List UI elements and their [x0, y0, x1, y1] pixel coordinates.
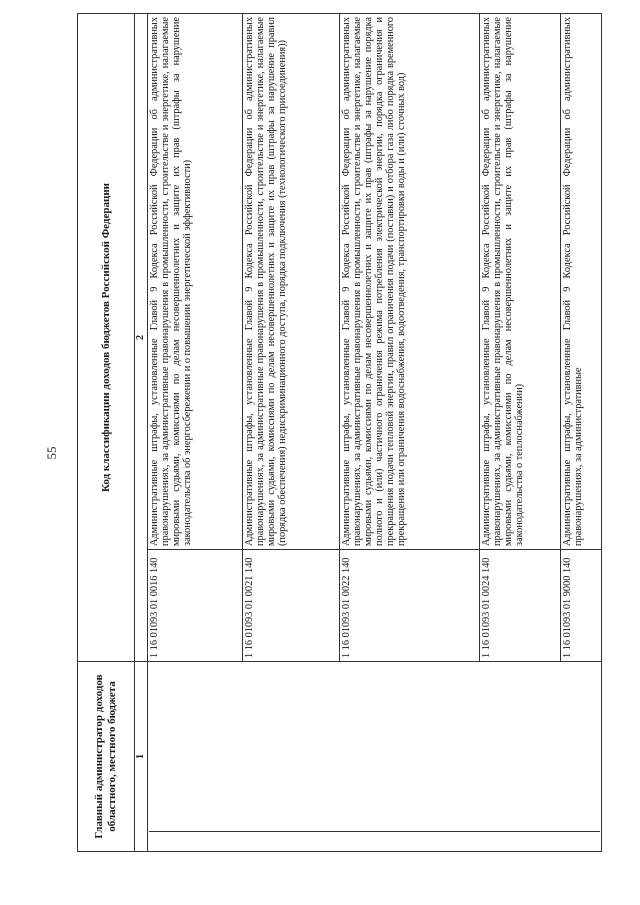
income-description: Административные штрафы, установленные Главой 9 Кодекса Российской Федерации об административных правонарушениях, за административные — [561, 14, 602, 550]
column-number-2: 2 — [135, 14, 148, 662]
column-number-row — [135, 14, 148, 852]
income-code: 1 16 01093 01 0021 140 — [243, 550, 340, 662]
income-classification-table — [77, 13, 602, 852]
admin-cell-empty — [148, 662, 602, 852]
income-description: Административные штрафы, установленные Главой 9 Кодекса Российской Федерации об административных правонарушениях, за административные правонарушения в промышленности, строительстве и энергетике, налагаемые мировыми судьями, комиссиями по делам несовершеннолетних и защите их прав (штрафы за нарушение правил (порядка обеспечения) недискриминационного доступа, порядка подключения (технологического присоединения)) — [243, 14, 340, 550]
rotated-table-container — [77, 14, 604, 852]
table-header-row — [78, 14, 135, 852]
income-code: 1 16 01093 01 0022 140 — [340, 550, 480, 662]
header-admin: Главный администратор доходов областного, местного бюджета — [78, 662, 135, 852]
page-number: 55 — [44, 446, 59, 460]
column-number-1: 1 — [135, 662, 148, 852]
income-description: Административные штрафы, установленные Главой 9 Кодекса Российской Федерации об административных правонарушениях, за административные правонарушения в промышленности, строительстве и энергетике, налагаемые мировыми судьями, комиссиями по делам несовершеннолетних и защите их прав (штрафы за нарушение законодательства о теплоснабжении) — [480, 14, 561, 550]
income-code: 1 16 01093 01 9000 140 — [561, 550, 602, 662]
income-description: Административные штрафы, установленные Главой 9 Кодекса Российской Федерации об административных правонарушениях, за административные правонарушения в промышленности, строительстве и энергетике, налагаемые мировыми судьями, комиссиями по делам несовершеннолетних и защите их прав (штрафы за нарушение порядка полного и (или) частичного ограничения режима потребления электрической энергии, порядка ограничения и прекращения подачи тепловой энергии, правил ограничения подачи (поставки) и отбора газа либо порядка временного прекращения или ограничения водоснабжения, водоотведения, транспортировки воды и (или) сточных вод) — [340, 14, 480, 550]
income-description: Административные штрафы, установленные Главой 9 Кодекса Российской Федерации об административных правонарушениях, за административные правонарушения в промышленности, строительстве и энергетике, налагаемые мировыми судьями, комиссиями по делам несовершеннолетних и защите их прав (штрафы за нарушение законодательства об энергосбережении и о повышении энергетической эффективности) — [148, 14, 243, 550]
income-code: 1 16 01093 01 0016 140 — [148, 550, 243, 662]
header-classification-code: Код классификации доходов бюджетов Российской Федерации — [78, 14, 135, 662]
income-code: 1 16 01093 01 0024 140 — [480, 550, 561, 662]
table-row — [148, 14, 243, 852]
